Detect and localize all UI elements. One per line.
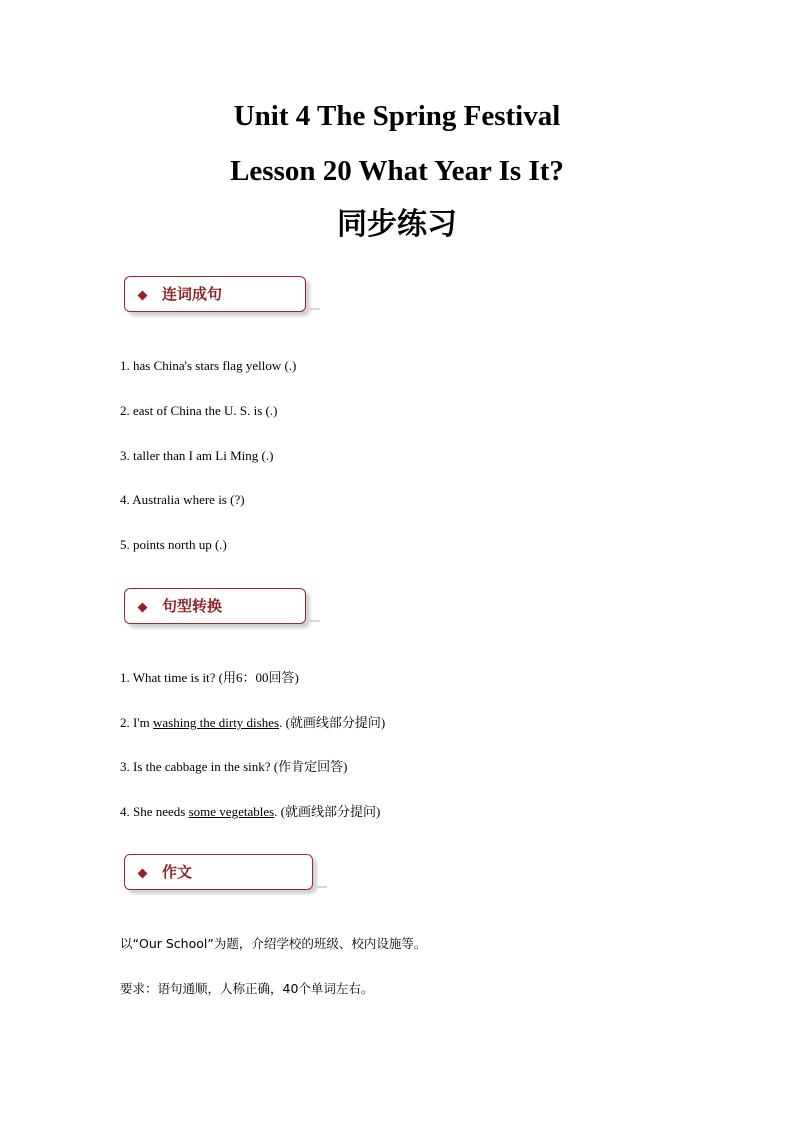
section-header-composition — [124, 854, 313, 890]
list-item: 2. east of China the U. S. is (.) — [120, 403, 278, 418]
list-item — [120, 671, 299, 684]
section-label: 句型转换 — [162, 597, 223, 615]
exercise-heading: 同步练习 — [337, 207, 457, 242]
list-item — [120, 716, 385, 729]
section-label: 作文 — [162, 863, 193, 881]
diamond-icon — [138, 603, 148, 613]
composition-prompt: 以“Our School”为题，介绍学校的班级、校内设施等。 — [120, 936, 427, 951]
underlined-phrase: washing the dirty dishes — [153, 715, 280, 730]
section-shadow-tail — [313, 886, 327, 888]
item-instruction: . (就画线部分提问) — [279, 715, 386, 730]
section-shadow-tail — [306, 620, 320, 622]
diamond-icon — [138, 869, 148, 879]
item-text: 2. I'm — [120, 715, 154, 730]
list-item — [120, 805, 380, 818]
composition-requirements: 要求：语句通顺，人称正确，40个单词左右。 — [120, 981, 374, 996]
list-item: 4. Australia where is (?) — [120, 492, 245, 507]
section-shadow-tail — [306, 308, 320, 310]
diamond-icon — [138, 291, 148, 301]
list-item: 3. taller than I am Li Ming (.) — [120, 448, 274, 463]
list-item: 1. has China's stars flag yellow (.) — [120, 358, 297, 373]
item-text: 3. Is the cabbage in the sink? (作肯定回答) — [120, 759, 348, 774]
lesson-title: Lesson 20 What Year Is It? — [230, 155, 564, 187]
underlined-phrase: some vegetables — [188, 804, 275, 819]
list-item — [120, 760, 347, 773]
list-item: 5. points north up (.) — [120, 537, 227, 552]
item-text: 1. What time is it? (用6：00回答) — [120, 670, 299, 685]
section-label: 连词成句 — [162, 285, 223, 303]
section-header-word-order — [124, 276, 306, 312]
section-header-sentence-transform — [124, 588, 306, 624]
item-instruction: . (就画线部分提问) — [274, 804, 381, 819]
unit-title: Unit 4 The Spring Festival — [233, 100, 561, 132]
item-text: 4. She needs — [120, 804, 189, 819]
